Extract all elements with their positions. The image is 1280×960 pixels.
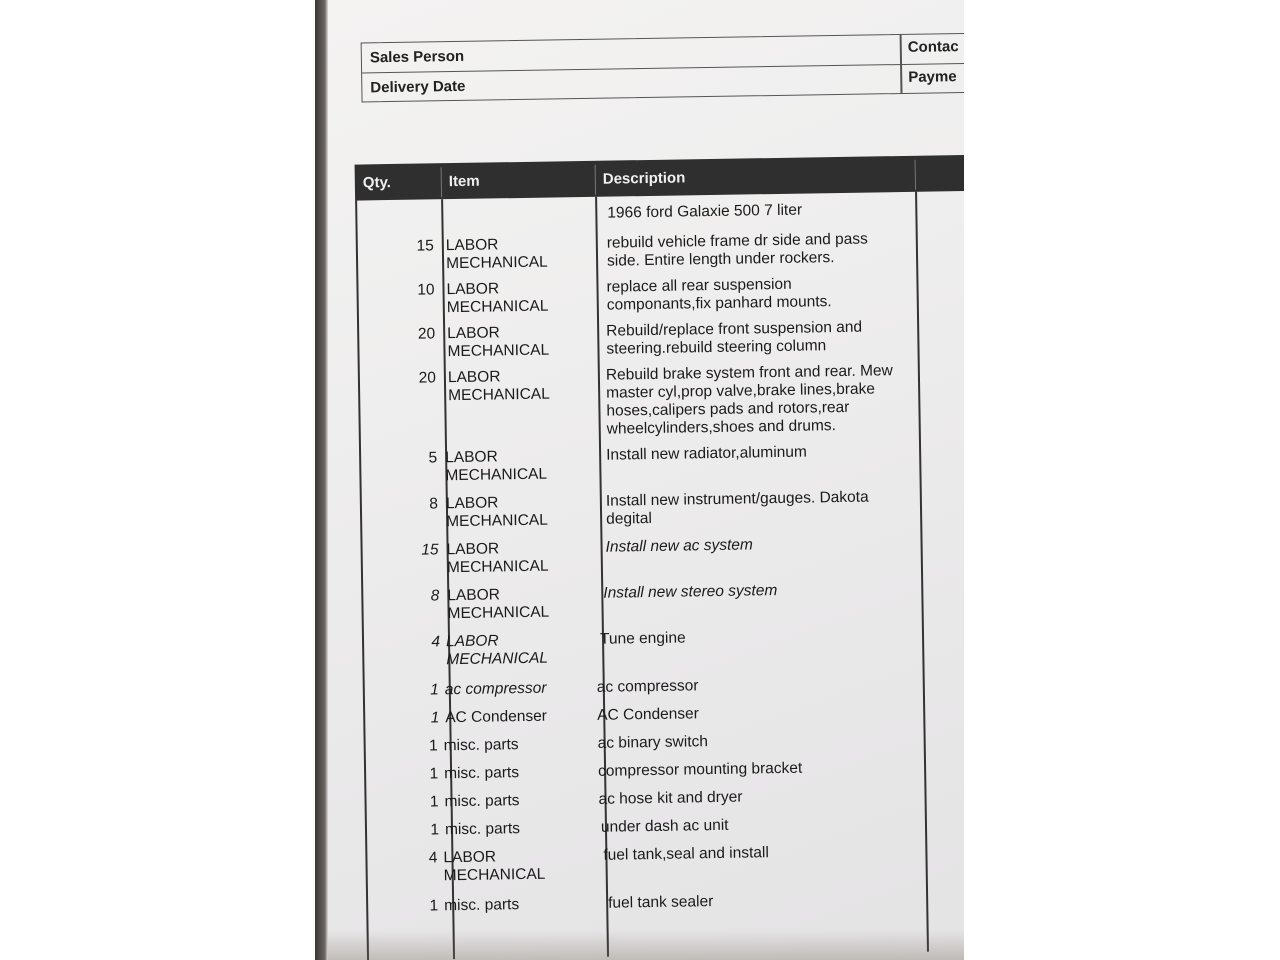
row-qty: 4 [431, 633, 441, 651]
row-item: LABOR MECHANICAL [443, 848, 546, 885]
row-qty: 1 [429, 897, 439, 915]
column-header-item: Item [448, 172, 480, 191]
row-description: Rebuild brake system front and rear. Mew master cyl,prop valve,brake lines,brake hoses,calipers pads and rotors,rear wheelcylinders,shoes and drums. [605, 362, 893, 438]
row-item: ac compressor [444, 679, 547, 699]
table-row [365, 813, 964, 839]
table-row [358, 361, 958, 438]
table-row [356, 273, 956, 317]
row-description: under dash ac unit [600, 816, 729, 836]
row-description: Install new instrument/gauges. Dakota degital [605, 488, 869, 528]
row-item: misc. parts [443, 764, 520, 783]
line-items-table [355, 155, 964, 960]
row-qty: 1 [429, 793, 439, 811]
row-description: replace all rear suspension componants,fix panhard mounts. [606, 275, 832, 314]
table-row [364, 757, 964, 783]
table-row [364, 729, 964, 755]
table-row [364, 785, 964, 811]
row-description: rebuild vehicle frame dr side and pass side. Entire length under rockers. [606, 230, 868, 270]
column-header-qty: Qty. [362, 174, 392, 192]
row-item: misc. parts [444, 896, 520, 915]
row-qty: 10 [417, 281, 435, 299]
table-row [362, 625, 962, 669]
row-qty: 8 [430, 587, 440, 605]
row-item: LABOR MECHANICAL [447, 324, 550, 361]
row-qty: 1 [429, 765, 439, 783]
table-row [360, 487, 960, 531]
table-row [355, 199, 955, 222]
delivery-date-label: Delivery Date [370, 77, 466, 97]
row-description: Install new stereo system [603, 582, 778, 602]
row-item: LABOR MECHANICAL [445, 236, 548, 273]
row-description: ac hose kit and dryer [598, 788, 743, 808]
table-row [357, 317, 957, 361]
row-qty: 15 [416, 237, 434, 255]
row-item: misc. parts [443, 736, 519, 755]
table-row [365, 841, 964, 885]
table-row [360, 533, 960, 577]
table-row [363, 701, 963, 727]
contact-label: Contac [907, 38, 959, 56]
row-description: Install new radiator,aluminum [606, 443, 808, 464]
row-item: misc. parts [444, 792, 520, 811]
table-row [356, 229, 956, 273]
row-item: AC Condenser [445, 707, 548, 727]
header-divider [915, 160, 916, 190]
table-row [359, 441, 959, 485]
page-edge-shadow [315, 0, 329, 960]
row-qty: 4 [428, 849, 438, 867]
row-qty: 20 [418, 369, 437, 387]
row-description: ac binary switch [597, 733, 709, 752]
header-divider [595, 165, 596, 195]
row-qty: 1 [430, 709, 440, 727]
row-description: fuel tank sealer [608, 893, 714, 912]
row-qty: 15 [421, 541, 439, 559]
row-qty: 1 [430, 821, 440, 839]
row-description: compressor mounting bracket [597, 759, 803, 780]
row-item: LABOR MECHANICAL [446, 280, 549, 317]
row-qty: 20 [417, 325, 436, 343]
payment-label: Payme [908, 68, 957, 86]
row-item: misc. parts [444, 820, 521, 839]
row-description: ac compressor [596, 677, 699, 696]
table-header [355, 155, 964, 201]
table-row [366, 889, 964, 915]
row-description: fuel tank,seal and install [603, 844, 769, 864]
column-header-description: Description [602, 169, 686, 188]
vehicle-title: 1966 ford Galaxie 500 7 liter [607, 201, 803, 222]
invoice-content [328, 0, 964, 960]
invoice-paper [328, 0, 964, 960]
row-item: LABOR MECHANICAL [445, 632, 549, 669]
row-description: AC Condenser [597, 705, 700, 724]
row-description: Tune engine [599, 629, 686, 648]
header-info-table [361, 32, 964, 102]
row-item: LABOR MECHANICAL [445, 494, 548, 531]
table-left-border [355, 201, 368, 960]
row-qty: 8 [429, 495, 439, 513]
row-description: Rebuild/replace front suspension and steering.rebuild steering column [606, 318, 863, 358]
row-item: LABOR MECHANICAL [446, 540, 549, 577]
row-description: Install new ac system [605, 536, 754, 556]
table-row [361, 579, 961, 623]
row-item: LABOR MECHANICAL [447, 368, 550, 405]
row-qty: 1 [428, 737, 438, 755]
sales-person-label: Sales Person [369, 47, 465, 67]
table-row [363, 673, 963, 699]
row-qty: 5 [428, 449, 438, 467]
page-bottom-shadow [328, 930, 964, 960]
row-item: LABOR MECHANICAL [447, 586, 550, 623]
row-item: LABOR MECHANICAL [445, 448, 548, 485]
row-qty: 1 [430, 681, 439, 699]
header-divider [441, 167, 442, 197]
description-column-line [915, 192, 928, 952]
